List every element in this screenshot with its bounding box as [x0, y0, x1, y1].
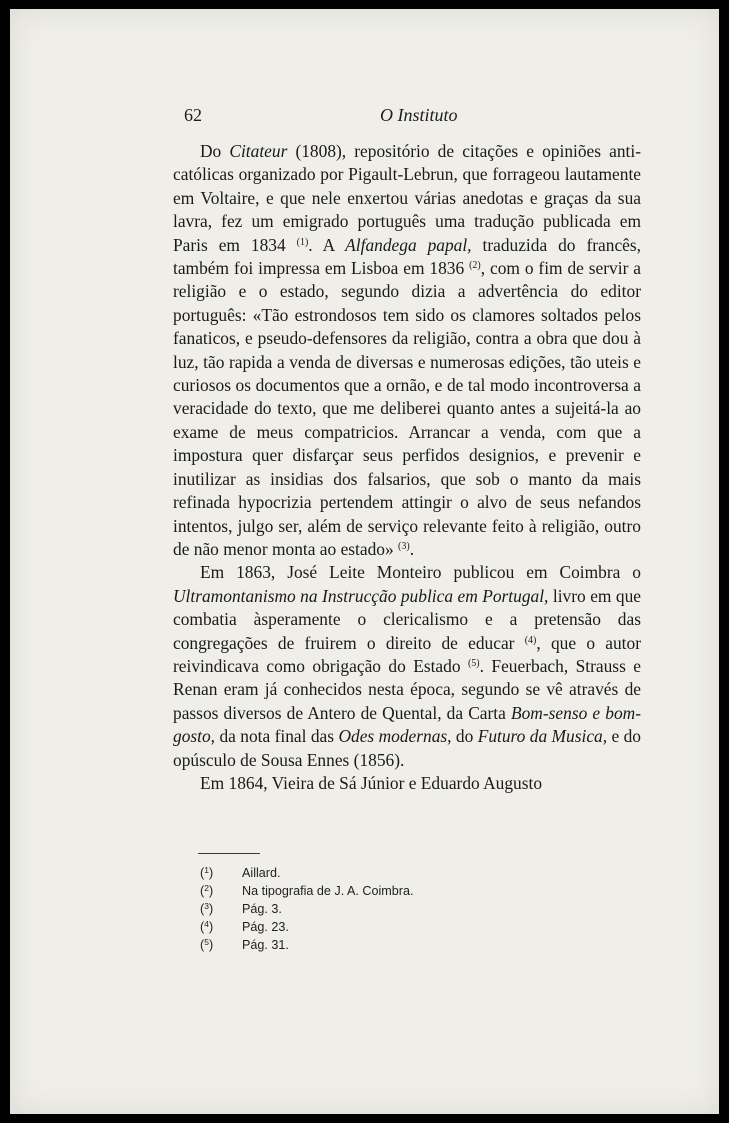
text-run: , que o autor reivindicava como obrigação do Estado	[173, 632, 641, 676]
footnote-reference: (4)	[524, 634, 537, 646]
footnote-number: 4	[204, 919, 209, 929]
body-text	[173, 140, 641, 795]
italic-title: Ultramontanismo na Instrucção publica em Portugal,	[173, 585, 549, 606]
text-run: , com o fim de servir a religião e o estado, segundo dizia a advertência do editor português: «Tão estrondosos tem sido os clamores soltados pelos fanaticos, e pseudo-defensores da religião, contra a obra que dou à luz, tão rapida a venda de diversas e numerosas edições, tão uteis e curiosos os documentos que a ornão, e de tal modo incontroversa a veracidade do texto, que me deliberei quanto antes a sujeitá-la ao exame de meus compatricios. Arrancar a venda, com que a impostura quer disfarçar seus perfidos designios, e prevenir e inutilizar as insidias dos falsarios, que sob o manto da mais refinada hypocrizia pertendem attingir o alvo de seus nefandos intentos, julgo ser, além de serviço relevante feito à religião, outro de não menor monta ao estado»	[173, 258, 641, 559]
footnote-item	[200, 882, 560, 900]
footnote-number: 2	[204, 883, 209, 893]
text-run: . Feuerbach, Strauss e Renan eram já conhecidos nesta época, segundo se vê através de passos diversos de Antero de Quental, da Carta	[173, 655, 641, 723]
footnote-text: Pág. 31.	[242, 938, 289, 952]
footnote-marker: ($^4$)	[200, 919, 214, 934]
footnote-marker: ($^5$)	[200, 937, 214, 952]
italic-title: Citateur	[229, 141, 288, 161]
text-run: da nota final das	[215, 726, 339, 747]
footnote-item	[200, 864, 560, 882]
italic-title: Odes modernas,	[338, 726, 452, 747]
footnote-item	[200, 900, 560, 918]
body-paragraph	[173, 561, 641, 772]
footnote-number: 5	[204, 937, 209, 947]
italic-title: Bom-senso e bom-gosto,	[173, 702, 641, 747]
page-number: 62	[184, 105, 202, 125]
text-run: e do opúsculo de Sousa Ennes (1856).	[173, 726, 641, 770]
text-run: (1808), repositório de citações e opiniões anti-católicas organizado por Pigault-Lebrun, que forrageou lautamente em Voltaire, e que nele enxertou várias anedotas e graças da sua lavra, fez um emigrado português uma tradução publicada em Paris em 1834	[173, 141, 641, 255]
footnote-reference: (5)	[467, 657, 480, 669]
footnote-item	[200, 918, 560, 936]
footnote-marker: ($^3$)	[200, 901, 214, 916]
footnote-number: 3	[204, 901, 209, 911]
footnote-text: Aillard.	[242, 866, 281, 880]
text-run: traduzida do francês, também foi impressa em Lisboa em 1836	[173, 234, 641, 279]
italic-title: Futuro da Musica,	[477, 726, 608, 747]
italic-title: Alfandega papal,	[345, 234, 472, 255]
text-run: do	[451, 726, 478, 747]
footnote-marker: ($^1$)	[200, 865, 214, 880]
footnote-reference: (3)	[398, 540, 410, 552]
footnote-text: Pág. 23.	[242, 920, 289, 934]
footnote-item	[200, 936, 560, 954]
footnote-text: Na tipografia de J. A. Coimbra.	[242, 884, 414, 898]
body-paragraph	[173, 772, 641, 795]
running-title: O Instituto	[380, 105, 458, 125]
body-paragraph	[173, 140, 641, 561]
text-run: Do	[200, 141, 230, 161]
text-run: Em 1863, José Leite Monteiro publicou em Coimbra o	[200, 562, 641, 583]
text-run: .	[409, 538, 415, 559]
footnote-number: 1	[204, 865, 209, 875]
text-run: Em 1864, Vieira de Sá Júnior e Eduardo Augusto	[200, 772, 543, 793]
footnote-rule	[198, 853, 260, 854]
page-header	[184, 105, 654, 127]
footnote-reference: (1)	[296, 236, 309, 248]
text-run: livro em que combatia àsperamente o clericalismo e a pretensão das congregações de fruirem o direito de educar	[173, 585, 642, 653]
footnote-text: Pág. 3.	[242, 902, 282, 916]
footnote-marker: ($^2$)	[200, 883, 214, 898]
text-run: . A	[308, 234, 346, 255]
footnote-reference: (2)	[469, 260, 481, 272]
footnotes	[200, 864, 560, 954]
